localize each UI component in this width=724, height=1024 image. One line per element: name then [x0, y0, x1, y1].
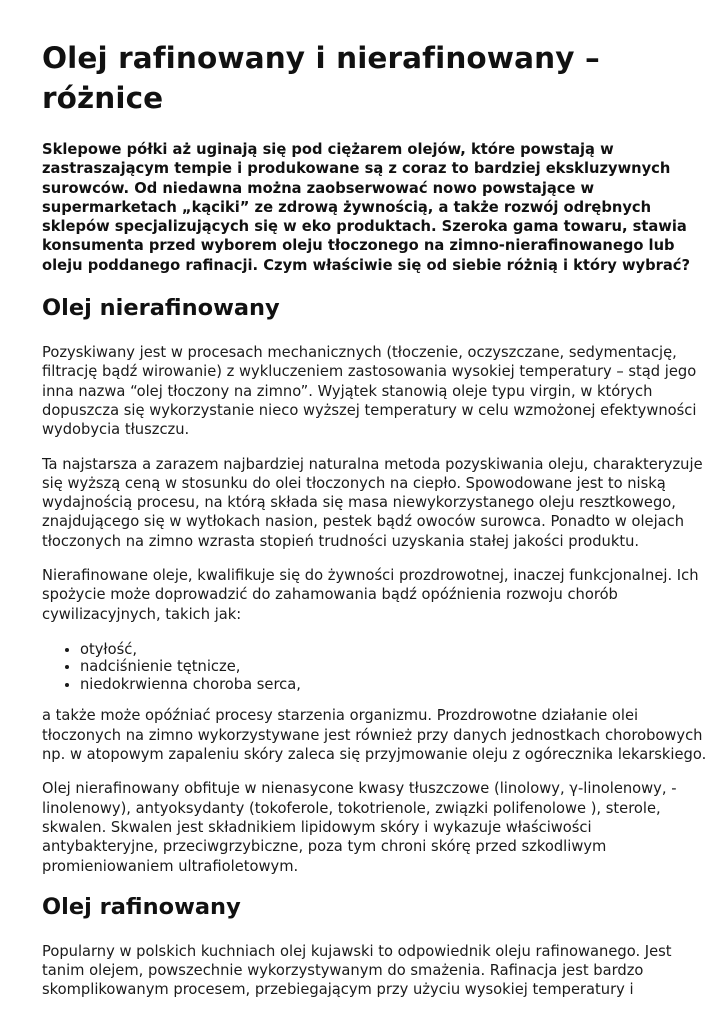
- article: [42, 38, 708, 1015]
- section-heading-refined: Olej rafinowany: [42, 893, 241, 920]
- page-title: Olej rafinowany i nierafinowany – różnice: [42, 41, 600, 115]
- paragraph: Nierafinowane oleje, kwalifikuje się do żywności prozdrowotnej, inaczej funkcjonalnej. Ich spożycie może doprowadzić do zahamowania bądź opóźnienia rozwoju chorób cywilizacyjnych, takich jak:: [42, 567, 699, 623]
- list-item: • nadciśnienie tętnicze,: [80, 658, 708, 676]
- paragraph: a także może opóźniać procesy starzenia organizmu. Prozdrowotne działanie olei tłoczonych na zimno wykorzystywane jest również przy danych jednostkach chorobowych np. w atopowym zapaleniu skóry zaleca się przyjmowanie oleju z ogórecznika lekarskiego.: [42, 707, 707, 764]
- paragraph: Olej nierafinowany obfituje w nienasycone kwasy tłuszczowe (linolowy, γ-linolenowy, -linolenowy), antyoksydanty (tokoferole, tokotrienole, związki polifenolowe ), sterole, skwalen. Skwalen jest składnikiem lipidowym skóry i wykazuje właściwości antybakteryjne, przeciwgrzybiczne, poza tym chroni skórę przed szkodliwym promieniowaniem ultrafioletowym.: [42, 780, 677, 875]
- list-item: • otyłość,: [80, 641, 708, 659]
- lead-paragraph: Sklepowe półki aż uginają się pod ciężarem olejów, które powstają w zastraszającym tempie i produkowane są z coraz to bardziej ekskluzywnych surowców. Od niedawna można zaobserwować nowo powstające w supermarketach „kąciki” ze zdrową żywnością, a także rozwój odrębnych sklepów specjalizujących się w eko produktach. Szeroka gama towaru, stawia konsumenta przed wyborem oleju tłoczonego na zimno-nierafinowanego lub oleju poddanego rafinacji. Czym właściwie się od siebie różnią i który wybrać?: [42, 141, 690, 274]
- disease-list: [42, 641, 708, 694]
- paragraph: Ta najstarsza a zarazem najbardziej naturalna metoda pozyskiwania oleju, charakteryzuje się wyższą ceną w stosunku do olei tłoczonych na ciepło. Spowodowane jest to niską wydajnością procesu, na którą składa się masa niewykorzystanego oleju resztkowego, znajdującego się w wytłokach nasion, pestek bądź owoców surowca. Ponadto w olejach tłoczonych na zimno wzrasta stopień trudności uzyskania stałej jakości produktu.: [42, 455, 703, 550]
- paragraph: Popularny w polskich kuchniach olej kujawski to odpowiednik oleju rafinowanego. Jest tanim olejem, powszechnie wykorzystywanym do smażenia. Rafinacja jest bardzo skomplikowanym procesem, przebiegającym przy użyciu wysokiej temperatury i: [42, 942, 672, 999]
- section-heading-unrefined: Olej nierafinowany: [42, 295, 280, 322]
- paragraph: Pozyskiwany jest w procesach mechanicznych (tłoczenie, oczyszczane, sedymentację, filtrację bądź wirowanie) z wykluczeniem zastosowania wysokiej temperatury – stąd jego inna nazwa “olej tłoczony na zimno”. Wyjątek stanowią oleje typu virgin, w których dopuszcza się wykorzystanie nieco wyższej temperatury w celu wzmożonej efektywności wydobycia tłuszczu.: [42, 344, 697, 439]
- list-item: • niedokrwienna choroba serca,: [80, 676, 708, 694]
